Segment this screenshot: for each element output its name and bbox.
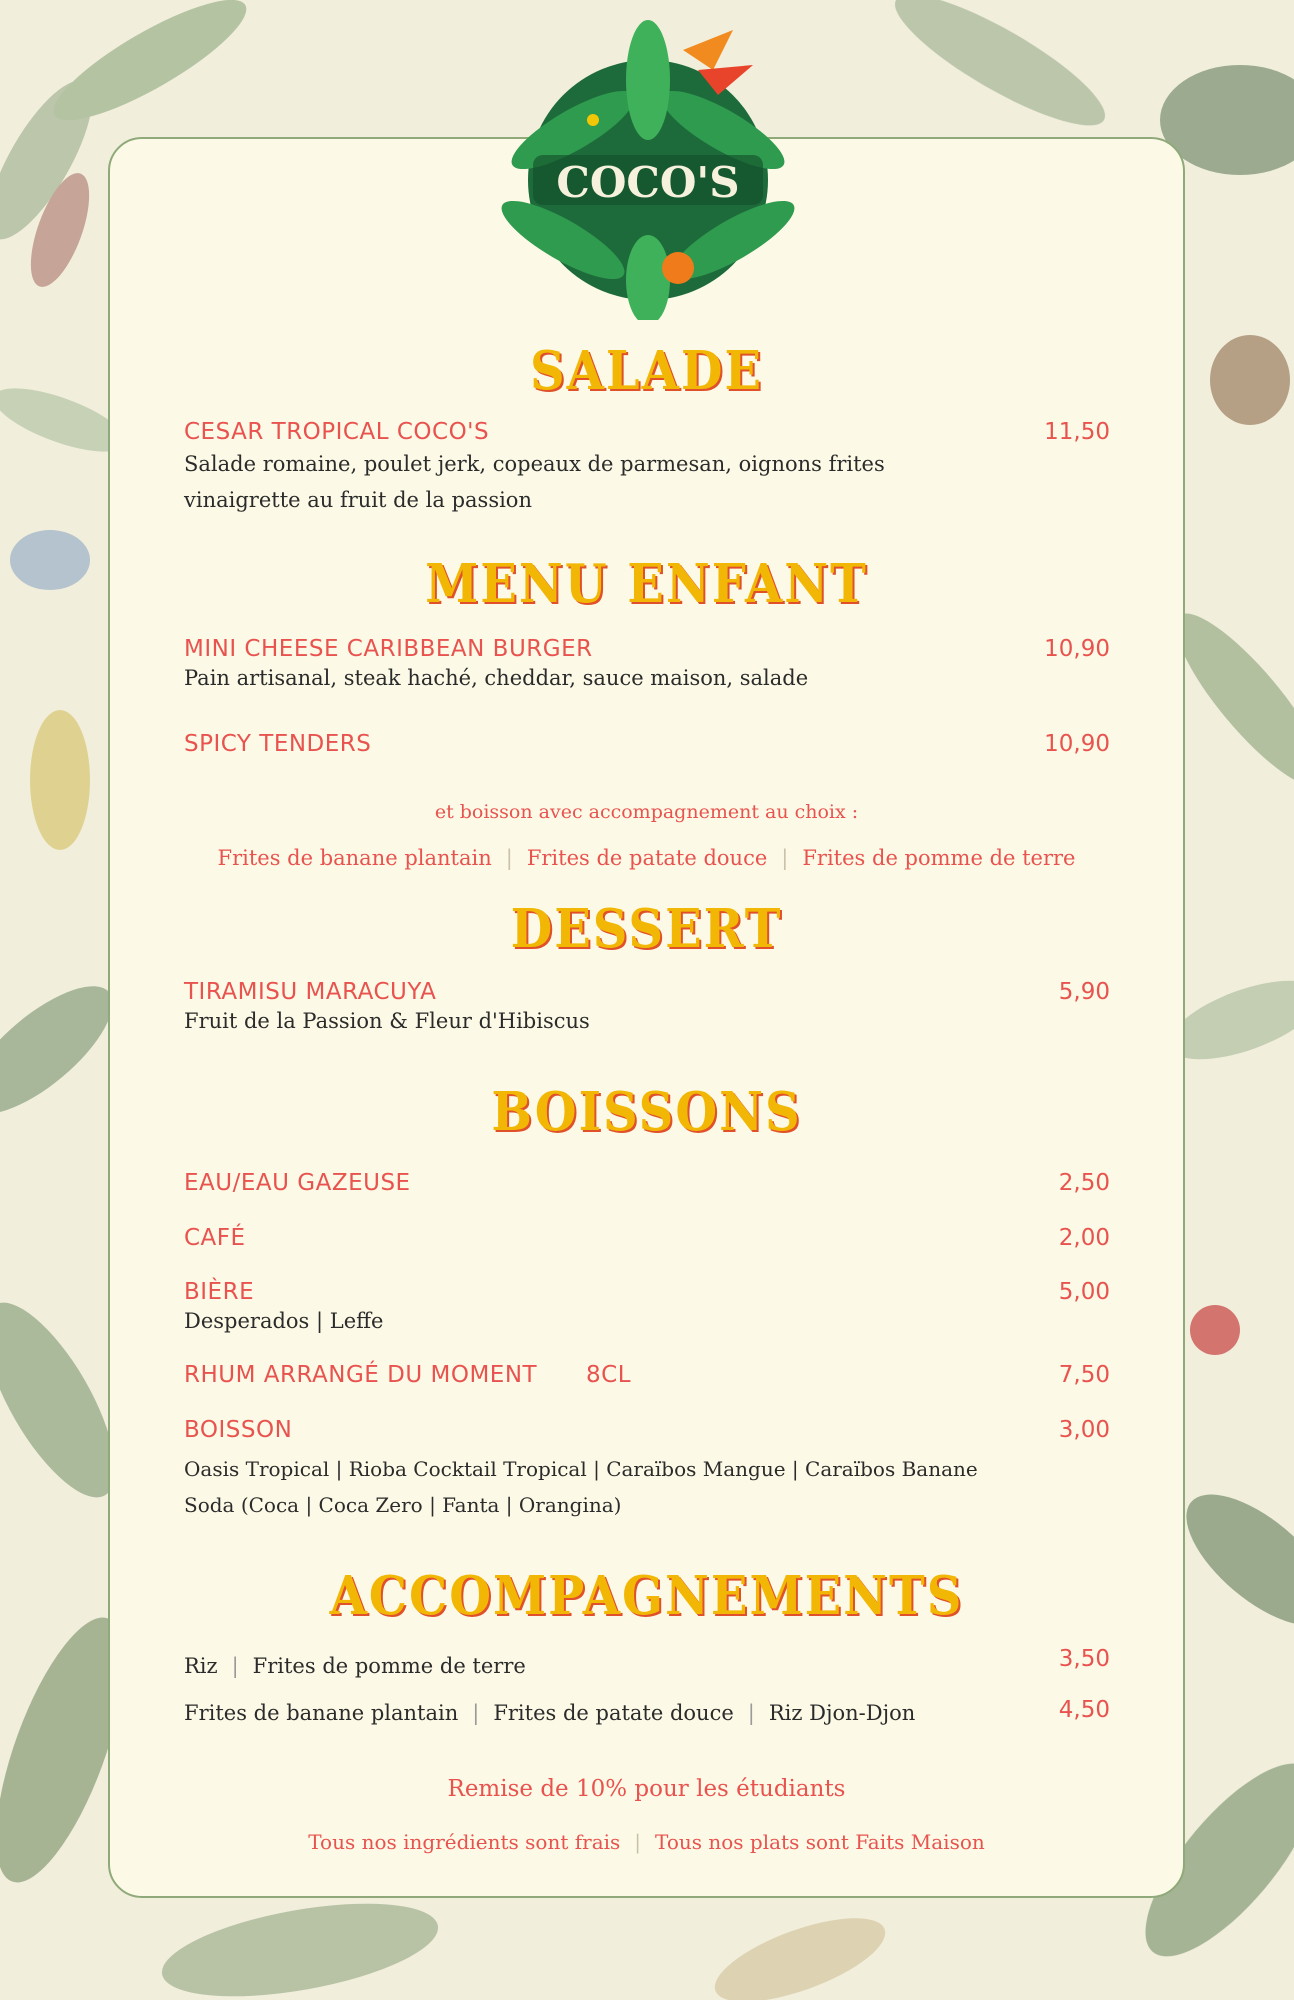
item-price: 10,90 — [1044, 636, 1110, 662]
section-title-menu-enfant: MENU ENFANT — [425, 552, 868, 616]
accompagnement-row — [184, 1701, 915, 1725]
claim: Tous nos plats sont Faits Maison — [655, 1830, 985, 1854]
separator: | — [747, 1701, 755, 1725]
logo-text: COCO'S — [556, 158, 740, 207]
section-title-accompagnements: ACCOMPAGNEMENTS — [329, 1564, 964, 1628]
claim: Tous nos ingrédients sont frais — [308, 1830, 621, 1854]
item-name: CAFÉ — [184, 1225, 246, 1251]
item-volume: 8CL — [586, 1362, 632, 1388]
item-name: CESAR TROPICAL COCO'S — [184, 419, 490, 445]
accompagnement-item: Frites de pomme de terre — [252, 1654, 526, 1678]
item-name: SPICY TENDERS — [184, 731, 372, 757]
item-price: 4,50 — [1058, 1697, 1110, 1723]
item-price: 7,50 — [1058, 1362, 1110, 1388]
menu-enfant-options — [108, 846, 1185, 870]
item-description: Pain artisanal, steak haché, cheddar, sauce maison, salade — [184, 666, 809, 690]
item-price: 3,50 — [1058, 1646, 1110, 1672]
separator: | — [505, 846, 513, 870]
student-discount: Remise de 10% pour les étudiants — [447, 1776, 846, 1802]
accompagnement-item: Frites de banane plantain — [184, 1701, 459, 1725]
item-name: TIRAMISU MARACUYA — [184, 979, 437, 1005]
item-description: Salade romaine, poulet jerk, copeaux de parmesan, oignons frites — [184, 452, 885, 476]
item-price: 2,00 — [1058, 1225, 1110, 1251]
item-name: MINI CHEESE CARIBBEAN BURGER — [184, 636, 593, 662]
item-description: Soda (Coca | Coca Zero | Fanta | Orangina) — [184, 1493, 622, 1517]
item-name: BOISSON — [184, 1417, 293, 1443]
item-price: 11,50 — [1044, 419, 1110, 445]
accompagnement-row — [184, 1654, 526, 1678]
option: Frites de patate douce — [526, 846, 768, 870]
item-name: EAU/EAU GAZEUSE — [184, 1170, 411, 1196]
section-title-boissons: BOISSONS — [491, 1080, 802, 1144]
item-price: 10,90 — [1044, 731, 1110, 757]
item-description: Desperados | Leffe — [184, 1309, 384, 1333]
accompagnement-item: Frites de patate douce — [493, 1701, 734, 1725]
item-name: RHUM ARRANGÉ DU MOMENT — [184, 1362, 538, 1388]
option: Frites de pomme de terre — [802, 846, 1076, 870]
item-name: BIÈRE — [184, 1279, 255, 1305]
menu-enfant-note: et boisson avec accompagnement au choix : — [434, 801, 859, 823]
item-description: vinaigrette au fruit de la passion — [184, 488, 532, 512]
separator: | — [472, 1701, 480, 1725]
section-title-salade: SALADE — [529, 339, 764, 403]
footer-claims — [108, 1830, 1185, 1854]
item-description: Fruit de la Passion & Fleur d'Hibiscus — [184, 1009, 590, 1033]
cocos-logo — [483, 10, 813, 320]
separator: | — [634, 1830, 642, 1854]
item-price: 5,90 — [1058, 979, 1110, 1005]
separator: | — [781, 846, 789, 870]
accompagnement-item: Riz — [184, 1654, 218, 1678]
section-title-dessert: DESSERT — [510, 897, 783, 961]
separator: | — [231, 1654, 239, 1678]
item-price: 2,50 — [1058, 1170, 1110, 1196]
accompagnement-item: Riz Djon-Djon — [768, 1701, 916, 1725]
item-price: 5,00 — [1058, 1279, 1110, 1305]
item-description: Oasis Tropical | Rioba Cocktail Tropical | Caraïbos Mangue | Caraïbos Banane — [184, 1457, 978, 1481]
item-price: 3,00 — [1058, 1417, 1110, 1443]
option: Frites de banane plantain — [217, 846, 492, 870]
